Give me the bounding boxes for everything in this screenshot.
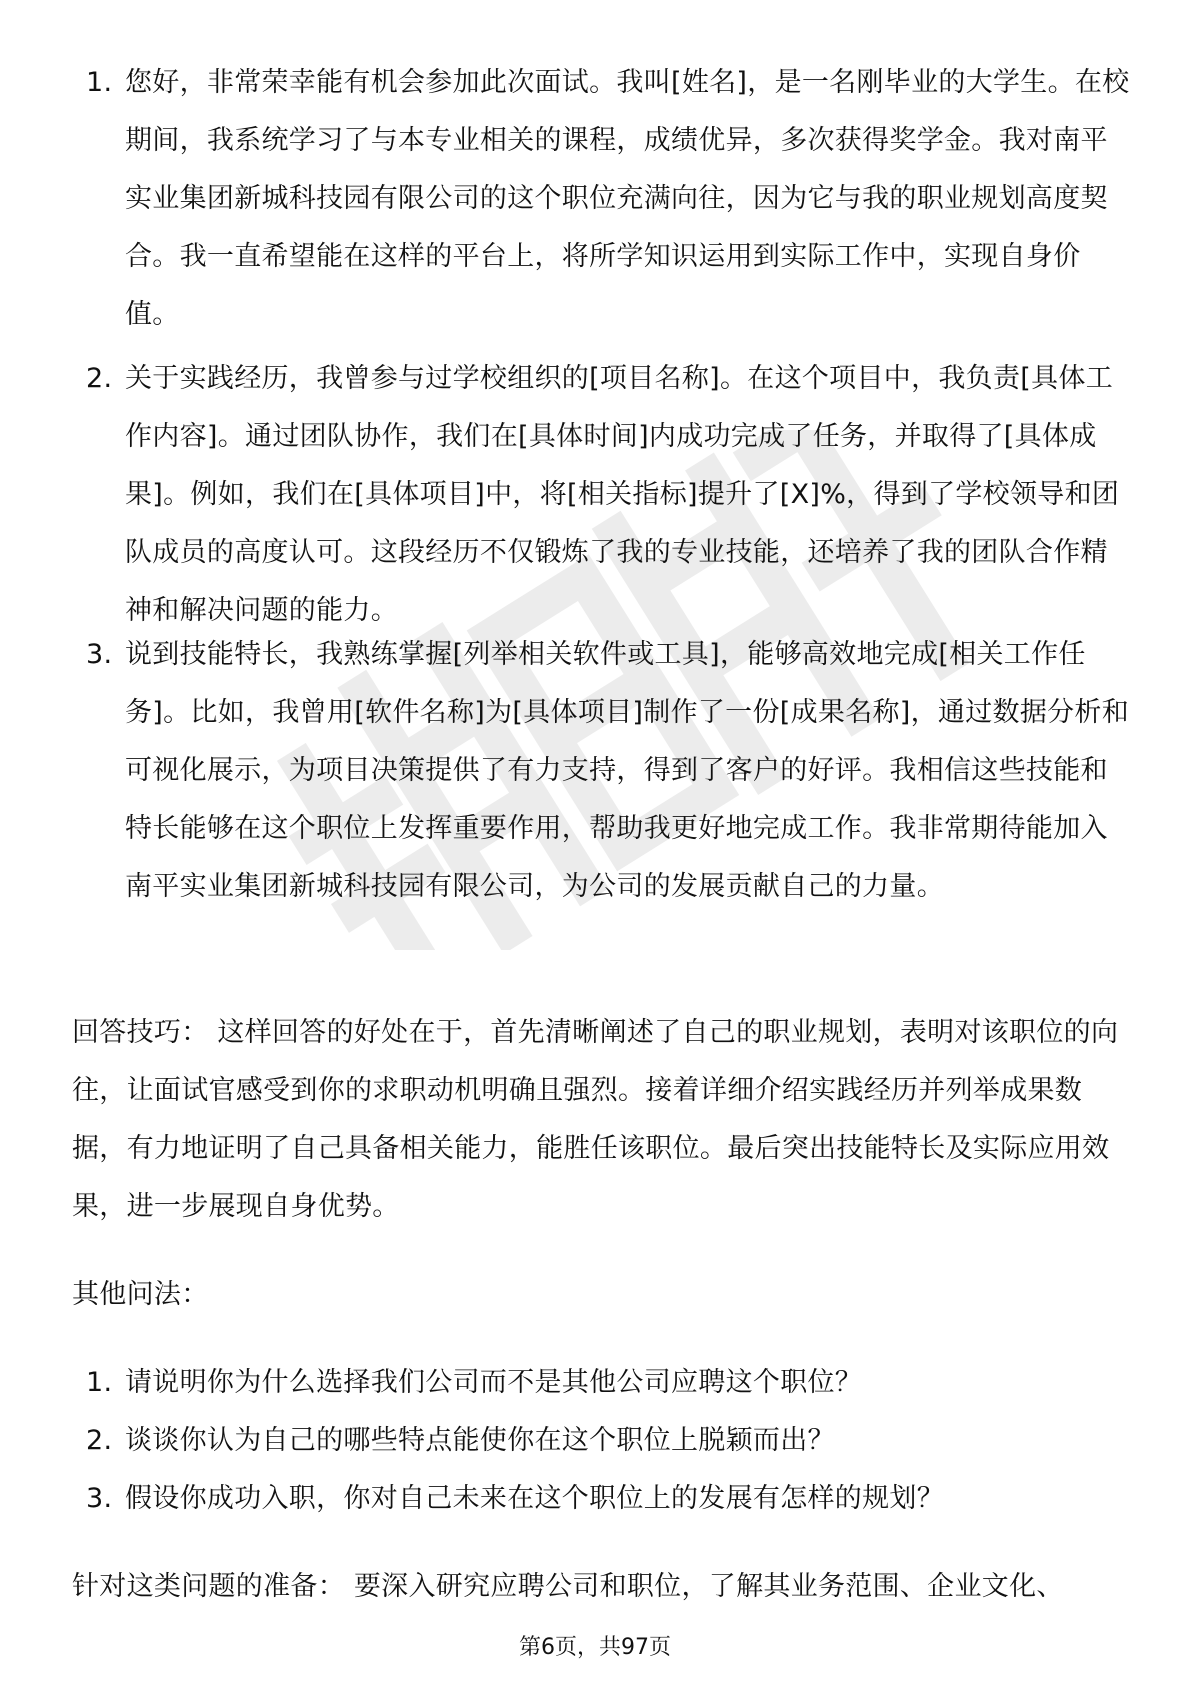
list-number: 2. [86,363,113,394]
list-item [72,1412,1132,1470]
preparation-paragraph: 针对这类问题的准备： 要深入研究应聘公司和职位，了解其业务范围、企业文化、 [72,1571,1064,1602]
list-item [72,626,1132,958]
list-number: 1. [86,1367,113,1398]
list-number: 3. [86,1483,113,1514]
list-item-text: 您好，非常荣幸能有机会参加此次面试。我叫[姓名]，是一名刚毕业的大学生。在校期间，我系统学习了与本专业相关的课程，成绩优异，多次获得奖学金。我对南平实业集团新城科技园有限公司的这个职位充满向往，因为它与我的职业规划高度契合。我一直希望能在这样的平台上，将所学知识运用到实际工作中，实现自身价值。 [125,67,1130,330]
list-number: 3. [86,639,113,670]
list-number: 1. [86,67,113,98]
list-item-text: 说到技能特长，我熟练掌握[列举相关软件或工具]，能够高效地完成[相关工作任务]。比如，我曾用[软件名称]为[具体项目]制作了一份[成果名称]，通过数据分析和可视化展示，为项目决策提供了有力支持，得到了客户的好评。我相信这些技能和特长能够在这个职位上发挥重要作用，帮助我更好地完成工作。我非常期待能加入南平实业集团新城科技园有限公司，为公司的发展贡献自己的力量。 [125,639,1130,902]
list-item-text: 谈谈你认为自己的哪些特点能使你在这个职位上脱颖而出？ [125,1425,835,1456]
list-item [72,54,1132,350]
list-item-text: 请说明你为什么选择我们公司而不是其他公司应聘这个职位？ [125,1367,863,1398]
list-number: 2. [86,1425,113,1456]
answer-list [72,54,1132,958]
list-item-text: 假设你成功入职，你对自己未来在这个职位上的发展有怎样的规划？ [125,1483,944,1514]
page-number: 第6页，共97页 [519,1635,671,1660]
list-item [72,350,1132,626]
list-item [72,1354,1132,1412]
list-item-text: 关于实践经历，我曾参与过学校组织的[项目名称]。在这个项目中，我负责[具体工作内容]。通过团队协作，我们在[具体时间]内成功完成了任务，并取得了[具体成果]。例如，我们在[具体项目]中，将[相关指标]提升了[X]%，得到了学校领导和团队成员的高度认可。这段经历不仅锻炼了我的专业技能，还培养了我的团队合作精神和解决问题的能力。 [125,363,1120,626]
other-questions-list [72,1354,1132,1528]
other-questions-heading: 其他问法： [72,1279,209,1310]
document-page [72,54,1132,1616]
answer-tips-paragraph: 回答技巧： 这样回答的好处在于，首先清晰阐述了自己的职业规划，表明对该职位的向往，让面试官感受到你的求职动机明确且强烈。接着详细介绍实践经历并列举成果数据，有力地证明了自己具备相关能力，能胜任该职位。最后突出技能特长及实际应用效果，进一步展现自身优势。 [72,1017,1119,1222]
list-item [72,1470,1132,1528]
